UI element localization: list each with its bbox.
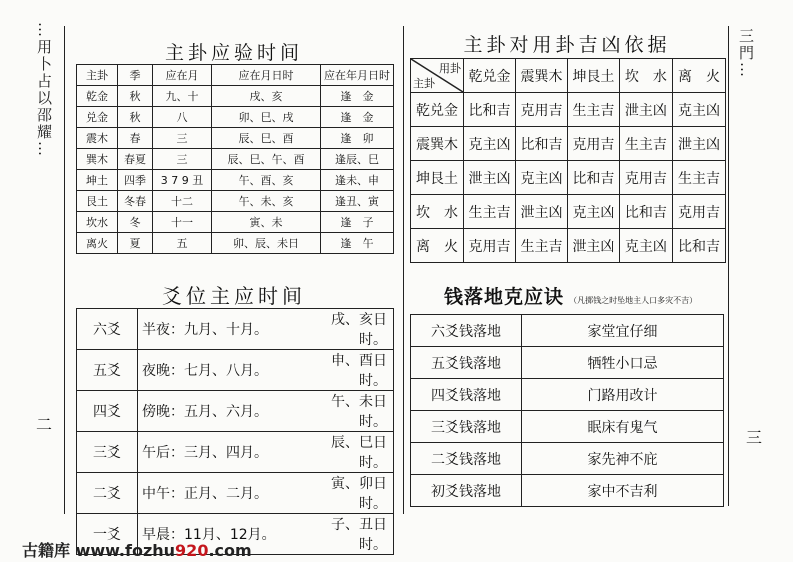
cell: 寅、未 xyxy=(212,212,321,233)
cell: 中午：正月、二月。 xyxy=(138,473,313,514)
header-cell: 乾兑金 xyxy=(464,59,516,93)
section2-header-row xyxy=(411,59,726,93)
cell: 生主吉 xyxy=(515,229,567,263)
cell: 逢 午 xyxy=(321,233,394,254)
url-number: 920 xyxy=(175,541,209,560)
table-row xyxy=(77,170,394,191)
site-url[interactable] xyxy=(76,541,252,560)
cell: 比和吉 xyxy=(567,161,619,195)
row-label: 离 火 xyxy=(411,229,464,263)
cell: 逢 子 xyxy=(321,212,394,233)
section4-table xyxy=(410,314,724,507)
cell: 戌、亥 xyxy=(212,86,321,107)
cell: 午、未日时。 xyxy=(312,391,394,432)
cell: 寅、卯日时。 xyxy=(312,473,394,514)
section4-note: （凡掷钱之时坠地主人口多灾不吉） xyxy=(569,296,698,305)
cell: 卯、巳、戌 xyxy=(212,107,321,128)
table-row xyxy=(77,86,394,107)
cell: 秋 xyxy=(118,86,153,107)
cell: 早晨：11月、12月。 xyxy=(138,514,313,555)
cell: 比和吉 xyxy=(672,229,725,263)
table-row xyxy=(411,475,724,507)
cell: 克主凶 xyxy=(672,93,725,127)
header-cell: 坤艮土 xyxy=(567,59,619,93)
cell: 初爻钱落地 xyxy=(411,475,522,507)
cell: 三 xyxy=(153,149,212,170)
corner-bottom-label: 主卦 xyxy=(413,77,435,90)
cell: 震木 xyxy=(77,128,118,149)
cell: 申、酉日时。 xyxy=(312,350,394,391)
cell: 门路用改计 xyxy=(522,379,724,411)
table-row xyxy=(411,93,726,127)
row-label: 坎 水 xyxy=(411,195,464,229)
cell: 三爻钱落地 xyxy=(411,411,522,443)
header-cell: 应在月 xyxy=(153,65,212,86)
cell: 克用吉 xyxy=(672,195,725,229)
cell: 九、十 xyxy=(153,86,212,107)
cell: 泄主凶 xyxy=(464,161,516,195)
cell: 泄主凶 xyxy=(567,229,619,263)
cell: 午、酉、亥 xyxy=(212,170,321,191)
header-cell: 震巽木 xyxy=(515,59,567,93)
cell: 十一 xyxy=(153,212,212,233)
table-row xyxy=(411,229,726,263)
table-row xyxy=(411,315,724,347)
cell: 离火 xyxy=(77,233,118,254)
cell: 克用吉 xyxy=(619,161,672,195)
cell: 午、未、亥 xyxy=(212,191,321,212)
corner-cell xyxy=(411,59,464,93)
row-label: 乾兑金 xyxy=(411,93,464,127)
cell: 生主吉 xyxy=(619,127,672,161)
cell: 家堂宜仔细 xyxy=(522,315,724,347)
site-name: 古籍库 xyxy=(22,541,71,560)
cell: 五爻钱落地 xyxy=(411,347,522,379)
section3-title: 爻位主应时间 xyxy=(162,284,306,308)
table-row xyxy=(411,161,726,195)
right-page-border xyxy=(728,26,729,506)
cell: 辰、巳日时。 xyxy=(312,432,394,473)
cell: 比和吉 xyxy=(464,93,516,127)
section3-table xyxy=(76,308,394,555)
cell: 兑金 xyxy=(77,107,118,128)
header-cell: 离 火 xyxy=(672,59,725,93)
cell: 克用吉 xyxy=(515,93,567,127)
cell: 家先神不庇 xyxy=(522,443,724,475)
cell: 午后：三月、四月。 xyxy=(138,432,313,473)
header-cell: 应在年月日时 xyxy=(321,65,394,86)
table-row xyxy=(77,107,394,128)
cell: 十二 xyxy=(153,191,212,212)
cell: 泄主凶 xyxy=(672,127,725,161)
table-row xyxy=(411,127,726,161)
url-prefix: www.fozhu xyxy=(75,541,176,560)
table-row xyxy=(411,347,724,379)
header-cell: 季 xyxy=(118,65,153,86)
table-row xyxy=(77,473,394,514)
cell: 逢未、申 xyxy=(321,170,394,191)
cell: 眠床有鬼气 xyxy=(522,411,724,443)
cell: 坤土 xyxy=(77,170,118,191)
cell: 春夏 xyxy=(118,149,153,170)
table-row xyxy=(77,432,394,473)
cell: 六爻 xyxy=(77,309,138,350)
cell: 克主凶 xyxy=(619,229,672,263)
table-row xyxy=(77,233,394,254)
cell: 巽木 xyxy=(77,149,118,170)
cell: 生主吉 xyxy=(672,161,725,195)
site-watermark xyxy=(22,538,252,561)
cell: 一爻 xyxy=(77,514,138,555)
cell: 克主凶 xyxy=(515,161,567,195)
cell: 五爻 xyxy=(77,350,138,391)
table-row xyxy=(411,443,724,475)
cell: 子、丑日时。 xyxy=(312,514,394,555)
left-margin-mark: 二 xyxy=(36,415,53,434)
header-cell: 应在月日时 xyxy=(212,65,321,86)
cell: 四季 xyxy=(118,170,153,191)
cell: 牺牲小口忌 xyxy=(522,347,724,379)
cell: 八 xyxy=(153,107,212,128)
cell: 逢 金 xyxy=(321,107,394,128)
cell: 傍晚：五月、六月。 xyxy=(138,391,313,432)
section2-table xyxy=(410,58,726,263)
cell: 克主凶 xyxy=(567,195,619,229)
cell: 家中不吉利 xyxy=(522,475,724,507)
right-margin-mark: 三 xyxy=(746,428,763,447)
cell: 生主吉 xyxy=(464,195,516,229)
table-row xyxy=(411,411,724,443)
row-label: 震巽木 xyxy=(411,127,464,161)
cell: 逢 金 xyxy=(321,86,394,107)
row-label: 坤艮土 xyxy=(411,161,464,195)
cell: 冬春 xyxy=(118,191,153,212)
cell: 冬 xyxy=(118,212,153,233)
cell: 秋 xyxy=(118,107,153,128)
table-row xyxy=(411,195,726,229)
cell: 逢辰、巳 xyxy=(321,149,394,170)
cell: 三爻 xyxy=(77,432,138,473)
cell: 逢 卯 xyxy=(321,128,394,149)
cell: 生主吉 xyxy=(567,93,619,127)
cell: 四爻钱落地 xyxy=(411,379,522,411)
cell: 半夜：九月、十月。 xyxy=(138,309,313,350)
table-row xyxy=(77,309,394,350)
right-margin-text: 三門… xyxy=(737,28,755,79)
table-row xyxy=(77,391,394,432)
cell: 辰、巳、午、酉 xyxy=(212,149,321,170)
cell: 夜晚：七月、八月。 xyxy=(138,350,313,391)
cell: 艮土 xyxy=(77,191,118,212)
cell: 逢丑、寅 xyxy=(321,191,394,212)
cell: 五 xyxy=(153,233,212,254)
cell: 克用吉 xyxy=(464,229,516,263)
cell: 比和吉 xyxy=(515,127,567,161)
cell: 3 7 9 丑 xyxy=(153,170,212,191)
cell: 卯、辰、未日 xyxy=(212,233,321,254)
header-cell: 坎 水 xyxy=(619,59,672,93)
table-row xyxy=(411,379,724,411)
corner-top-label: 用卦 xyxy=(439,62,462,75)
section1-title: 主卦应验时间 xyxy=(164,42,303,64)
table-row xyxy=(77,149,394,170)
table-row xyxy=(77,191,394,212)
center-divider xyxy=(403,26,404,514)
left-margin-text: …用卜占以邵耀… xyxy=(35,22,53,158)
cell: 四爻 xyxy=(77,391,138,432)
cell: 克主凶 xyxy=(464,127,516,161)
cell: 戌、亥日时。 xyxy=(312,309,394,350)
cell: 克用吉 xyxy=(567,127,619,161)
section1-header-row xyxy=(77,65,394,86)
cell: 乾金 xyxy=(77,86,118,107)
cell: 泄主凶 xyxy=(619,93,672,127)
cell: 辰、巳、酉 xyxy=(212,128,321,149)
cell: 夏 xyxy=(118,233,153,254)
left-page-border xyxy=(64,26,65,514)
table-row xyxy=(77,128,394,149)
table-row xyxy=(77,212,394,233)
cell: 三 xyxy=(153,128,212,149)
cell: 六爻钱落地 xyxy=(411,315,522,347)
section1-table xyxy=(76,64,394,254)
cell: 坎水 xyxy=(77,212,118,233)
cell: 二爻 xyxy=(77,473,138,514)
section4-header xyxy=(408,282,728,309)
url-suffix: .com xyxy=(208,541,252,560)
cell: 比和吉 xyxy=(619,195,672,229)
table-row xyxy=(77,350,394,391)
section2-title: 主卦对用卦吉凶依据 xyxy=(463,34,671,56)
header-cell: 主卦 xyxy=(77,65,118,86)
section4-title: 钱落地克应诀 xyxy=(444,286,565,308)
cell: 二爻钱落地 xyxy=(411,443,522,475)
cell: 春 xyxy=(118,128,153,149)
cell: 泄主凶 xyxy=(515,195,567,229)
